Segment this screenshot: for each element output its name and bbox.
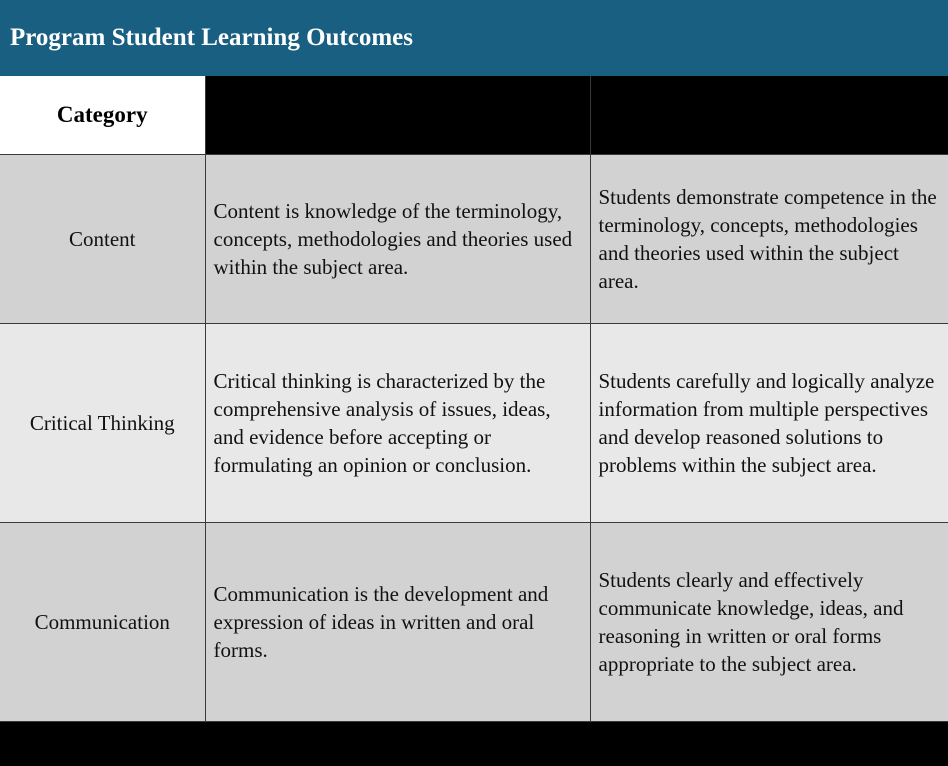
document-title-bar bbox=[0, 0, 948, 76]
category-cell: Critical Thinking bbox=[0, 323, 205, 522]
definition-cell: Critical thinking is characterized by the comprehensive analysis of issues, ideas, and evidence before accepting or formulating an opinion or conclusion. bbox=[205, 323, 590, 522]
outcome-cell: Students demonstrate competence in the terminology, concepts, methodologies and theories used within the subject area. bbox=[590, 154, 948, 323]
table-row bbox=[0, 323, 948, 522]
table-header-row bbox=[0, 76, 948, 154]
header-institutional-definition-2: Institutional Definition bbox=[590, 76, 948, 154]
header-institutional-definition: Institutional Definition bbox=[205, 76, 590, 154]
table-row bbox=[0, 154, 948, 323]
header-category: Category bbox=[0, 76, 205, 154]
category-cell: Communication bbox=[0, 522, 205, 721]
category-cell: Content bbox=[0, 154, 205, 323]
document-title: Program Student Learning Outcomes bbox=[10, 24, 413, 51]
outcome-cell: Students clearly and effectively communicate knowledge, ideas, and reasoning in written or oral forms appropriate to the subject area. bbox=[590, 522, 948, 721]
definition-cell: Content is knowledge of the terminology, concepts, methodologies and theories used within the subject area. bbox=[205, 154, 590, 323]
table-row bbox=[0, 522, 948, 721]
outcome-cell: Students carefully and logically analyze information from multiple perspectives and develop reasoned solutions to problems within the subject area. bbox=[590, 323, 948, 522]
definition-cell: Communication is the development and expression of ideas in written and oral forms. bbox=[205, 522, 590, 721]
learning-outcomes-table bbox=[0, 76, 948, 722]
